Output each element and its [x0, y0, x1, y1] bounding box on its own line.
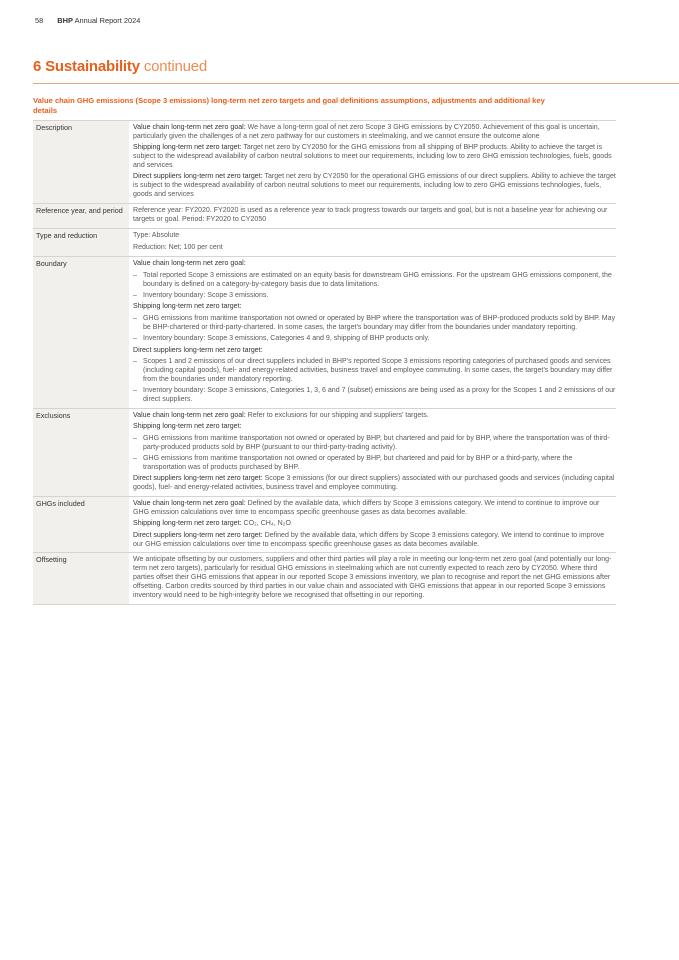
subheading: Value chain long-term net zero goal:	[133, 260, 246, 268]
list-item-text: GHG emissions from maritime transportation not owned or operated by BHP, but chartered and paid for by BHP, where the transportation was of third-party-produced products sold by BHP (pursuant to our third-party-trading activity).	[143, 434, 610, 451]
dash: –	[133, 434, 137, 442]
row-label: Description	[33, 121, 129, 203]
row-content	[129, 204, 616, 228]
row-content	[129, 121, 616, 203]
table-row-exclusions	[33, 409, 616, 497]
subheading: Shipping long-term net zero target:	[133, 303, 242, 311]
table-row-offsetting	[33, 553, 616, 604]
paragraph-lead: Value chain long-term net zero goal:	[133, 500, 246, 507]
paragraph-lead: Shipping long-term net zero target:	[133, 144, 242, 152]
page-number: 58	[35, 16, 44, 25]
subheading: Shipping long-term net zero target:	[133, 423, 242, 431]
section-title-main: 6 Sustainability	[33, 58, 140, 75]
list-item-text: GHG emissions from maritime transportation not owned or operated by BHP, but chartered and paid for by BHP or a third-party, where the transportation was of products purchased by BHP.	[143, 455, 573, 471]
dash: –	[133, 455, 137, 463]
brand-name: BHP	[57, 16, 73, 25]
list-item	[133, 292, 616, 301]
page-header	[35, 16, 140, 25]
list-item	[133, 272, 616, 290]
list-item	[133, 387, 616, 405]
table-row-boundary	[33, 257, 616, 409]
table-row-description	[33, 121, 616, 204]
paragraph	[133, 144, 616, 171]
row-content	[129, 229, 616, 257]
dash: –	[133, 335, 137, 343]
paragraph-text: Target net zero by CY2050 for the GHG emissions from all shipping of BHP products. Ability to achieve the target is subject to the widespread availability of carbon neutral solutions to meet our requirements, including low to zero GHG emission technologies, fuels, goods and services	[133, 144, 612, 169]
dash: –	[133, 387, 137, 395]
paragraph: Reference year: FY2020. FY2020 is used as a reference year to track progress towards our targets and goal, but is not a baseline year for achieving our targets or goal. Period: FY2020 to CY2050	[133, 206, 608, 223]
dash: –	[133, 358, 137, 366]
row-label: Reference year, and period	[33, 204, 129, 228]
dash: –	[133, 292, 137, 300]
table-title: Value chain GHG emissions (Scope 3 emissions) long-term net zero targets and goal definitions assumptions, adjustments and additional key details	[33, 96, 545, 115]
list-item-text: Scopes 1 and 2 emissions of our direct suppliers included in BHP’s reported Scope 3 emissions reporting categories of purchased goods and services (including capital goods), fuel- and energy-related activities, business travel and employee commuting. In some cases, the target’s boundary may differ from the boundaries under mandatory reporting.	[143, 358, 613, 383]
row-content	[129, 409, 616, 496]
table-row-reference	[33, 204, 616, 229]
paragraph-text: Refer to exclusions for our shipping and suppliers’ targets.	[245, 411, 429, 419]
paragraph-lead: Direct suppliers long-term net zero target:	[133, 531, 263, 539]
paragraph: We anticipate offsetting by our customers, suppliers and other third parties will play a role in meeting our long-term net zero goal (and potentially our long-term net zero targets), particularly for residual GHG emissions in steelmaking which are not currently expected to reach zero by CY2050. Where third parties offset their GHG emissions that appear in our reported Scope 3 emissions inventory, we plan to recognise and report the net GHG emissions after offsetting. Carbon credits sourced by third parties in our value chain and associated with GHG emissions that appear in our reported Scope 3 emissions inventory would need to be high-integrity before we recognised that offsetting in our reporting.	[133, 556, 612, 599]
paragraph-text: Target net zero by CY2050 for the operational GHG emissions of our direct suppliers. Ability to achieve the target is subject to the widespread availability of carbon neutral solutions to meet our requirements, including low to zero GHG emissions technologies, fuels, goods and services	[133, 173, 616, 199]
report-title: Annual Report 2024	[74, 16, 141, 25]
definitions-table	[33, 120, 616, 605]
row-label: Boundary	[33, 257, 129, 408]
row-label: Offsetting	[33, 553, 129, 603]
paragraph-lead: Direct suppliers long-term net zero target:	[133, 475, 263, 483]
row-label: Exclusions	[33, 409, 129, 496]
paragraph-lead: Value chain long-term net zero goal:	[133, 124, 246, 131]
list-item-text: GHG emissions from maritime transportation not owned or operated by BHP where the transportation was of BHP-produced products sold by BHP. May be BHP-chartered or third-party-chartered. In some cases, the target’s boundary may differ from the boundaries under mandatory reporting.	[143, 314, 616, 331]
list-item	[133, 335, 616, 344]
table-row-ghgs	[33, 497, 616, 553]
section-title-continued: continued	[143, 58, 208, 75]
row-label: Type and reduction	[33, 229, 129, 257]
paragraph-text: We have a long-term goal of net zero Scope 3 GHG emissions by CY2050. Achievement of this goal is uncertain, particularly given the challenges of a net zero pathway for our customers in steelmaking, and we cannot ensure the outcome alone	[133, 124, 600, 140]
list-item-text: Inventory boundary: Scope 3 emissions, Categories 4 and 9, shipping of BHP products only.	[143, 335, 430, 343]
list-item-text: Inventory boundary: Scope 3 emissions.	[143, 292, 269, 300]
row-content	[129, 257, 616, 408]
dash: –	[133, 271, 137, 279]
paragraph: Reduction: Net; 100 per cent	[133, 244, 223, 252]
paragraph	[133, 412, 616, 421]
paragraph-text: CO₂, CH₄, N₂O	[241, 520, 291, 528]
list-item	[133, 435, 616, 453]
section-divider	[33, 83, 679, 84]
paragraph-text: Defined by the available data, which differs by Scope 3 emissions category. We intend to continue to improve our GHG emission calculations over time to encompass specific greenhouse gases as data becomes available.	[133, 531, 605, 548]
paragraph	[133, 532, 616, 550]
list-item	[133, 455, 616, 473]
paragraph-text: Defined by the available data, which differs by Scope 3 emissions category. We intend to continue to improve our GHG emission calculations over time to encompass specific greenhouse gases as data becomes available.	[133, 500, 600, 516]
table-row-type	[33, 229, 616, 258]
paragraph-lead: Shipping long-term net zero target:	[133, 520, 242, 528]
paragraph-text: Scope 3 emissions (for our direct suppliers) associated with our purchased goods and services (including capital goods), fuel- and energy-related activities, business travel and employee commuting.	[133, 475, 615, 492]
list-item-text: Inventory boundary: Scope 3 emissions, Categories 1, 3, 6 and 7 (subset) emissions are being used as a proxy for the Scopes 1 and 2 emissions of our direct suppliers.	[143, 387, 616, 404]
row-label: GHGs included	[33, 497, 129, 552]
subheading: Direct suppliers long-term net zero target:	[133, 346, 263, 354]
section-title	[33, 58, 207, 75]
paragraph-lead: Direct suppliers long-term net zero target:	[133, 173, 263, 181]
paragraph	[133, 475, 616, 493]
paragraph	[133, 173, 616, 200]
list-item	[133, 358, 616, 385]
row-content	[129, 497, 616, 552]
paragraph	[133, 520, 616, 529]
paragraph: Type: Absolute	[133, 231, 180, 239]
paragraph	[133, 124, 616, 142]
paragraph-lead: Value chain long-term net zero goal:	[133, 411, 246, 419]
dash: –	[133, 314, 137, 322]
list-item	[133, 315, 616, 333]
row-content	[129, 553, 616, 603]
paragraph	[133, 500, 616, 518]
list-item-text: Total reported Scope 3 emissions are estimated on an equity basis for downstream GHG emissions. For the upstream GHG emissions component, the boundary is defined on a category-by-category basis due to data limitations.	[143, 271, 612, 288]
